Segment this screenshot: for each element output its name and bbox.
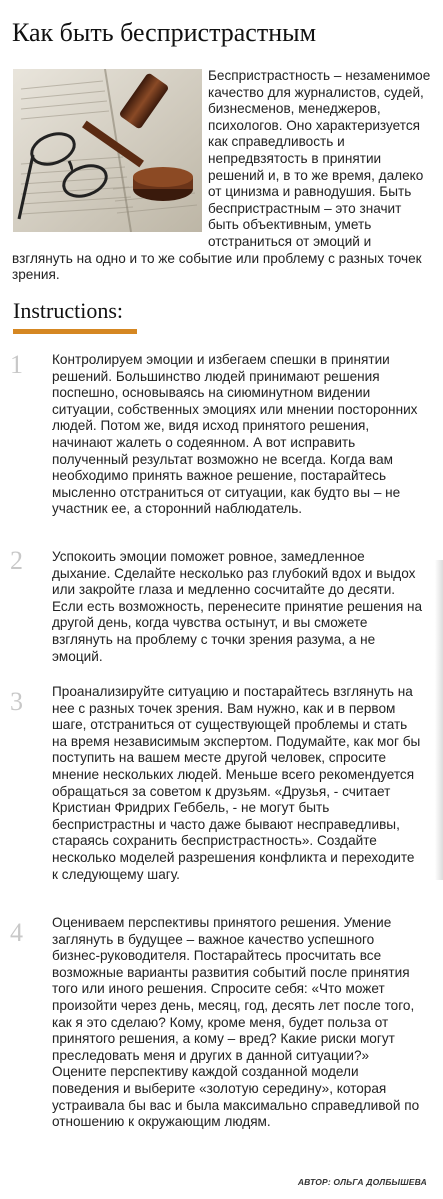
step-number: 1: [10, 350, 23, 379]
step-number: 3: [10, 687, 23, 716]
step-number: 4: [10, 918, 23, 947]
instructions-heading: Instructions:: [13, 298, 123, 323]
step-text: Оцениваем перспективы принятого решения. Умение заглянуть в будущее – важное качество успешного бизнес-руководителя. Постарайтесь просчитать все возможные варианты развития событий после принятия того или иного решения. Спросите себя: «Что может произойти через день, месяц, год, десять лет после того, как я это сделаю? Кому, кроме меня, будет польза от принятого решения, а кому – вред? Какие риски могут преследовать меня и других в данной ситуации?» Оцените перспективу каждой созданной модели поведения и выберите «золотую середину», которая устраивала бы вас и была максимально справедливой по отношению к окружающим людям.: [52, 915, 420, 1130]
intro-paragraph: [12, 68, 432, 284]
instructions-underline: [13, 329, 137, 334]
intro-text: Беспристрастность – незаменимое качество для журналистов, судей, бизнесменов, менеджеров, психологов. Оно характеризуется как справедливость и непредвзятость в принятии решений и, в то же время, далеко от цинизма и равнодушия. Быть беспристрастным – это значит быть объективным, уметь отстраниться от эмоций и взглянуть на одно и то же событие или проблему с разных точек зрения.: [12, 68, 431, 283]
step-number: 2: [10, 546, 23, 575]
step-text: Контролируем эмоции и избегаем спешки в принятии решений. Большинство людей принимают решения поспешно, основываясь на сиюминутном видении ситуации, собственных эмоциях или мнении посторонних людей. Потом же, видя исход принятого решения, начинают жалеть о содеянном. А вот исправить полученный результат возможно не всегда. Когда вам необходимо принять важное решение, постарайтесь мысленно отстраниться от ситуации, как будто вы – не участник ее, а сторонний наблюдатель.: [52, 352, 418, 517]
article-title: Как быть беспристрастным: [12, 18, 317, 47]
author-credit: АВТОР: ОЛЬГА ДОЛБЫШЕВА: [297, 1177, 427, 1187]
page-edge-shadow: [435, 560, 443, 880]
step-text: Успокоить эмоции поможет ровное, замедленное дыхание. Сделайте несколько раз глубокий вдох и выдох или закройте глаза и медленно сосчитайте до десяти. Если есть возможность, перенесите принятие решения на другой день, когда чувства остынут, и вы сможете взглянуть на проблему с точки зрения разума, а не эмоций.: [52, 549, 423, 664]
step-text: Проанализируйте ситуацию и постарайтесь взглянуть на нее с разных точек зрения. Вам нужно, как и в первом шаге, отстраниться от существующей проблемы и стать на время независимым экспертом. Подумайте, как мог бы поступить на вашем месте другой человек, спросите мнение нескольких людей. Меньше всего рекомендуется обращаться за советом к друзьям. «Друзья, - считает Кристиан Фридрих Геббель, - не могут быть беспристрастны и часто даже бывают несправедливы, стараясь сохранить беспристрастность». Создайте несколько моделей разрешения конфликта и переходите к следующему шагу.: [52, 684, 421, 882]
